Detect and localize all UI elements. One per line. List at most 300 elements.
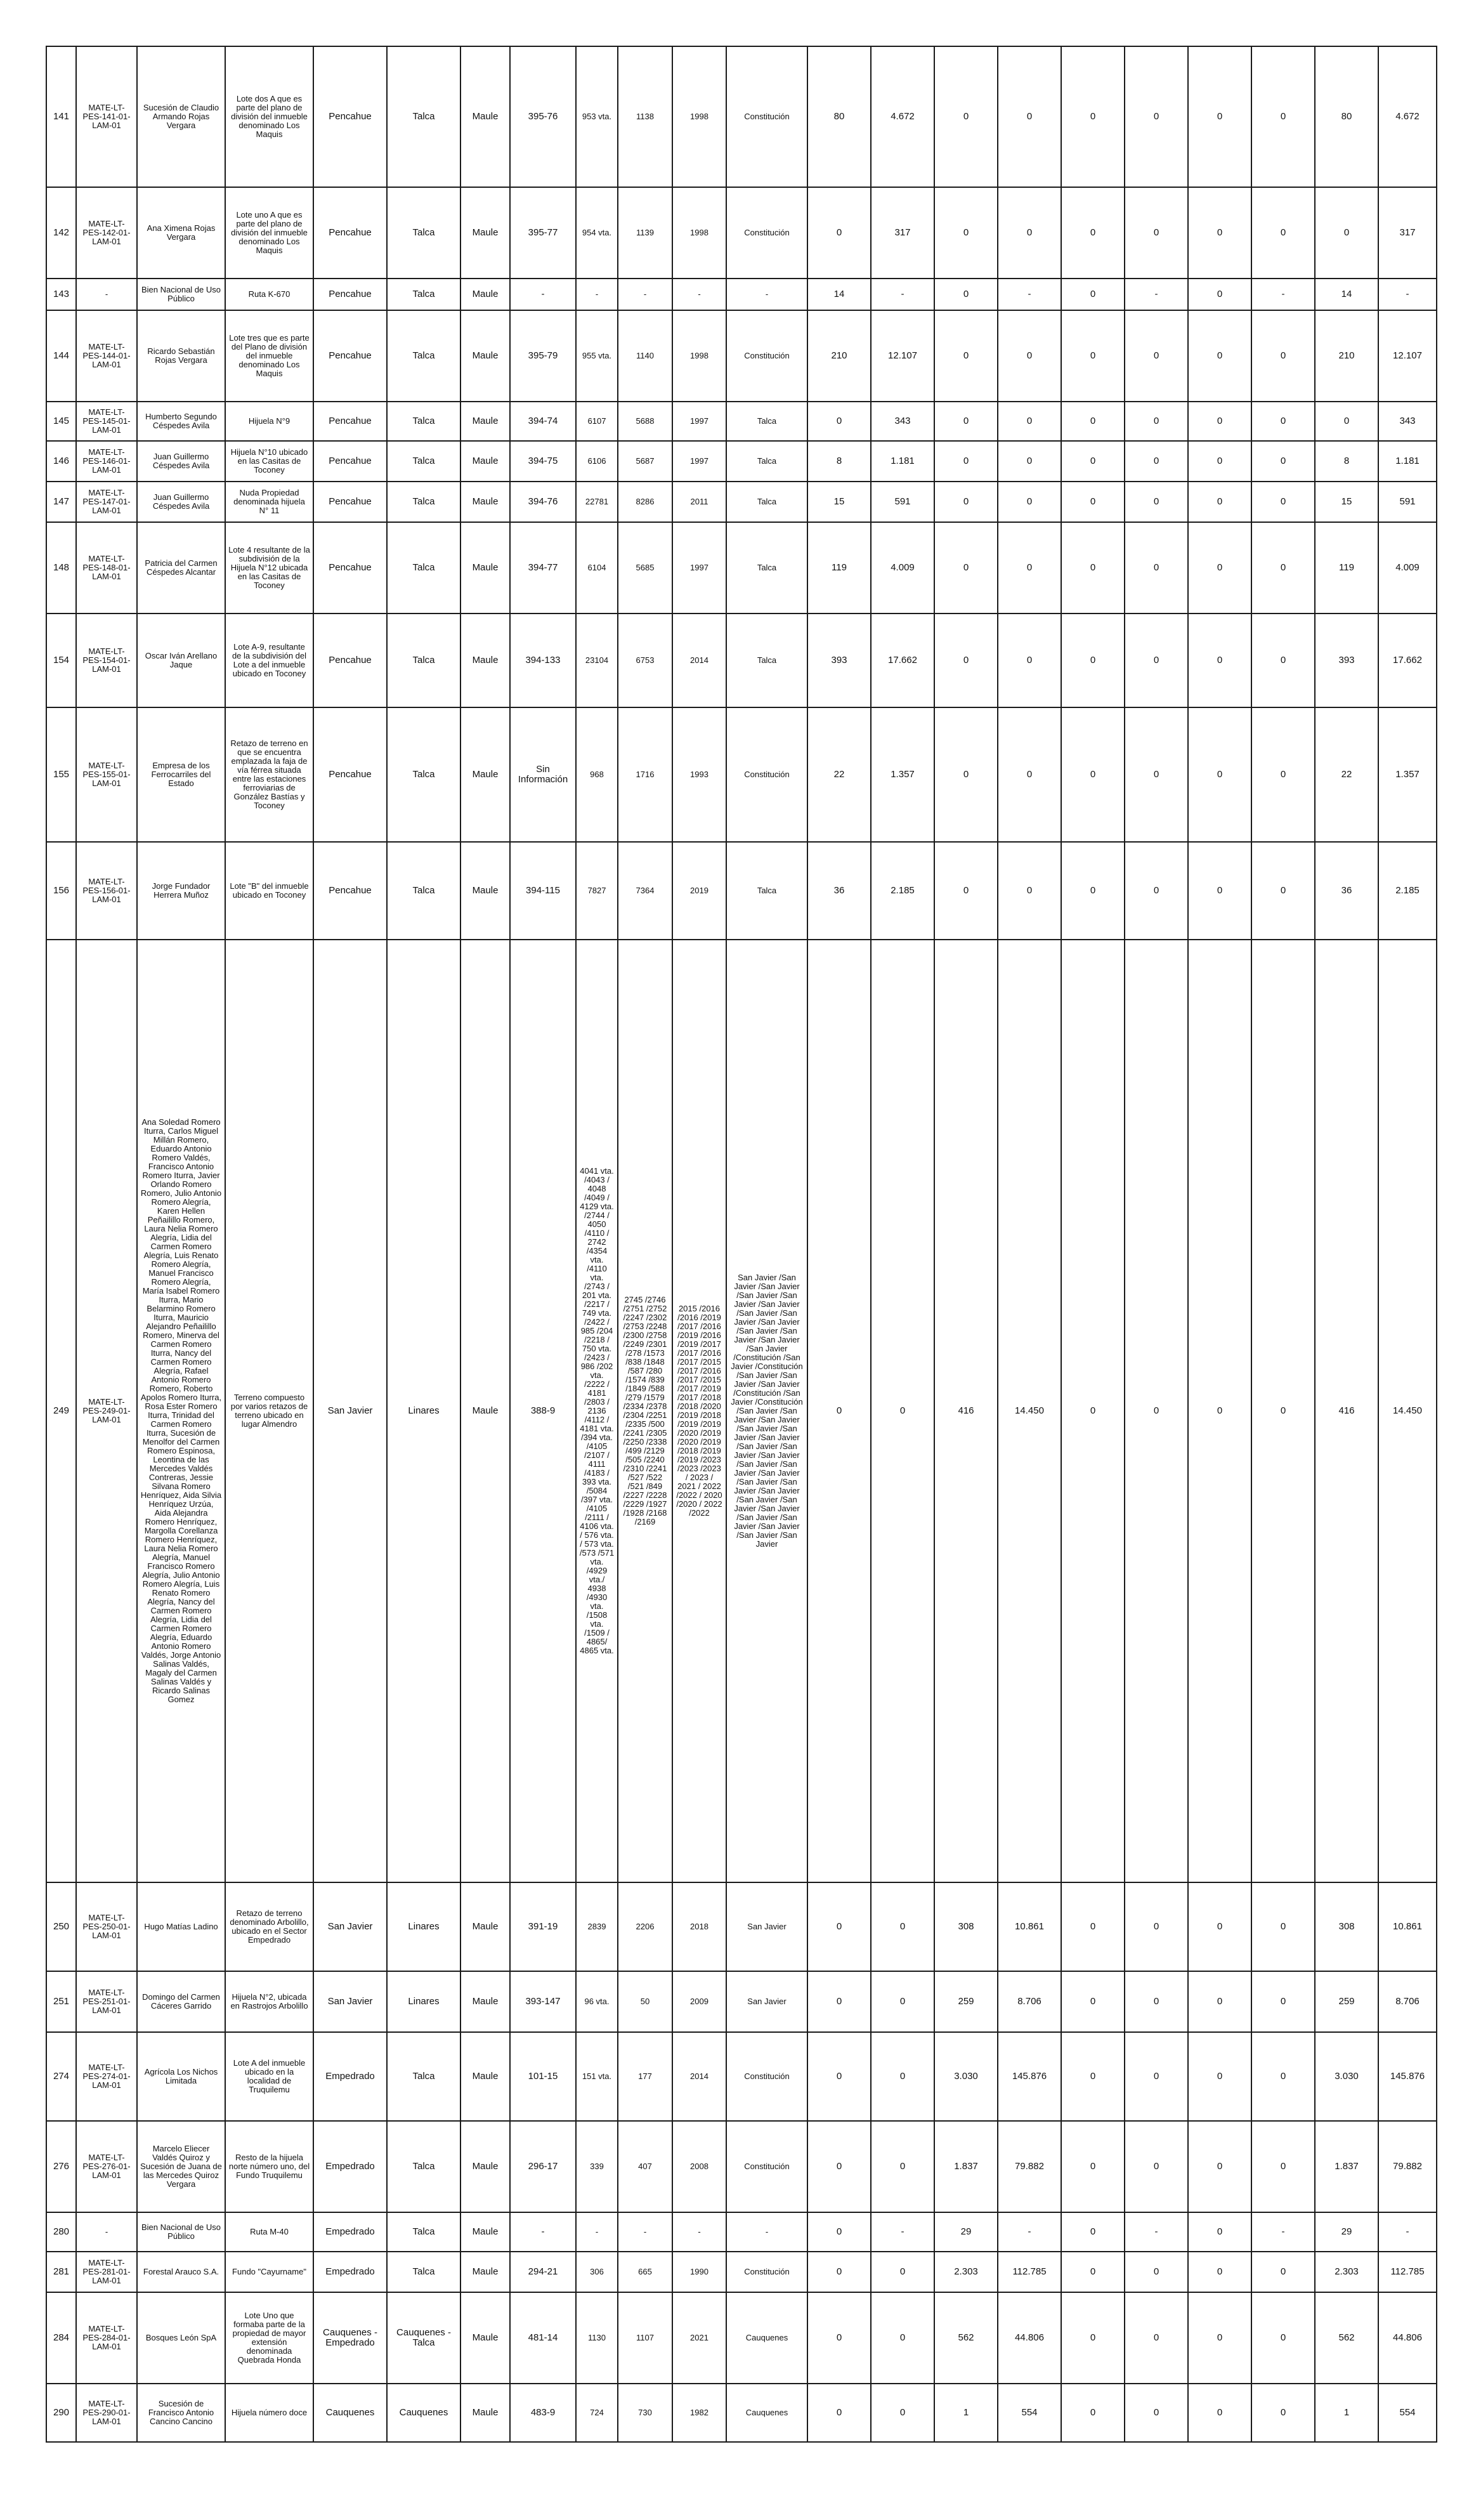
row-number: 251 (46, 1971, 76, 2032)
owner-name: Juan Guillermo Céspedes Avila (137, 441, 225, 482)
table-row (46, 441, 1437, 482)
value-cell-9: 8 (1315, 441, 1378, 482)
value-cell-4: 0 (998, 482, 1061, 522)
region-cell: Maule (460, 279, 510, 310)
sector-cell: San Javier (313, 1882, 387, 1971)
value-cell-10: 4.009 (1378, 522, 1437, 614)
value-cell-8: 0 (1251, 940, 1315, 1882)
value-cell-3: 0 (934, 707, 998, 842)
value-cell-2: 4.009 (871, 522, 934, 614)
comuna-cell: Cauquenes - Talca (387, 2292, 460, 2384)
value-cell-1: 119 (807, 522, 871, 614)
rol-cell: 394-75 (510, 441, 576, 482)
value-cell-8: 0 (1251, 2292, 1315, 2384)
rol-cell: 388-9 (510, 940, 576, 1882)
sector-cell: Empedrado (313, 2032, 387, 2121)
owner-name: Marcelo Eliecer Valdés Quiroz y Sucesión de Juana de las Mercedes Quiroz Vergara (137, 2121, 225, 2212)
region-cell: Maule (460, 46, 510, 187)
sector-cell: Pencahue (313, 441, 387, 482)
value-cell-10: 554 (1378, 2384, 1437, 2442)
registry-cell: Constitución (726, 707, 807, 842)
inscription-number-cell: 50 (618, 1971, 672, 2032)
value-cell-4: 145.876 (998, 2032, 1061, 2121)
comuna-cell: Linares (387, 1971, 460, 2032)
value-cell-5: 0 (1061, 441, 1125, 482)
inscription-number-cell: 6753 (618, 614, 672, 707)
value-cell-3: 0 (934, 402, 998, 441)
rol-cell: 296-17 (510, 2121, 576, 2212)
row-number: 141 (46, 46, 76, 187)
value-cell-1: 0 (807, 2032, 871, 2121)
property-description: Nuda Propiedad denominada hijuela N° 11 (225, 482, 313, 522)
value-cell-6: - (1125, 279, 1188, 310)
value-cell-10: - (1378, 2212, 1437, 2252)
value-cell-6: 0 (1125, 940, 1188, 1882)
value-cell-5: 0 (1061, 2252, 1125, 2292)
value-cell-1: 22 (807, 707, 871, 842)
value-cell-9: 36 (1315, 842, 1378, 940)
property-description: Lote A del inmueble ubicado en la localidad de Truquilemu (225, 2032, 313, 2121)
year-cell: 1998 (672, 187, 726, 279)
value-cell-1: 15 (807, 482, 871, 522)
property-description: Resto de la hijuela norte número uno, del Fundo Truquilemu (225, 2121, 313, 2212)
property-code: MATE-LT-PES-145-01-LAM-01 (76, 402, 137, 441)
inscription-number-cell: 1716 (618, 707, 672, 842)
value-cell-6: 0 (1125, 187, 1188, 279)
value-cell-7: 0 (1188, 2032, 1251, 2121)
rol-cell: - (510, 279, 576, 310)
value-cell-1: 0 (807, 187, 871, 279)
row-number: 145 (46, 402, 76, 441)
property-code: MATE-LT-PES-276-01-LAM-01 (76, 2121, 137, 2212)
value-cell-4: 10.861 (998, 1882, 1061, 1971)
region-cell: Maule (460, 2292, 510, 2384)
value-cell-7: 0 (1188, 187, 1251, 279)
property-code: MATE-LT-PES-154-01-LAM-01 (76, 614, 137, 707)
owner-name: Bosques León SpA (137, 2292, 225, 2384)
value-cell-5: 0 (1061, 2292, 1125, 2384)
value-cell-7: 0 (1188, 1971, 1251, 2032)
region-cell: Maule (460, 2252, 510, 2292)
value-cell-4: 0 (998, 402, 1061, 441)
inscription-number-cell: 1139 (618, 187, 672, 279)
value-cell-4: 0 (998, 842, 1061, 940)
value-cell-9: 2.303 (1315, 2252, 1378, 2292)
fojas-cell: 151 vta. (576, 2032, 618, 2121)
value-cell-9: 15 (1315, 482, 1378, 522)
value-cell-9: 14 (1315, 279, 1378, 310)
inscription-number-cell: 5688 (618, 402, 672, 441)
value-cell-6: 0 (1125, 441, 1188, 482)
year-cell: 2015 /2016 /2016 /2019 /2017 /2016 /2019 /2016 /2019 /2017 /2017 /2016 /2017 /2015 /2017 /2016 /2017 /2015 /2017 /2019 /2017 /2018 /2018 /2020 /2019 /2018 /2019 /2019 /2020 /2019 /2020 /2019 /2018 /2019 /2019 /2023 /2023 /2023 / 2023 / 2021 / 2022 /2022 / 2020 /2020 / 2022 /2022 (672, 940, 726, 1882)
value-cell-1: 14 (807, 279, 871, 310)
sector-cell: Cauquenes - Empedrado (313, 2292, 387, 2384)
region-cell: Maule (460, 482, 510, 522)
value-cell-1: 8 (807, 441, 871, 482)
value-cell-5: 0 (1061, 940, 1125, 1882)
inscription-number-cell: 1140 (618, 310, 672, 402)
value-cell-2: 1.181 (871, 441, 934, 482)
sector-cell: Pencahue (313, 279, 387, 310)
value-cell-3: 1 (934, 2384, 998, 2442)
region-cell: Maule (460, 2212, 510, 2252)
value-cell-9: 308 (1315, 1882, 1378, 1971)
value-cell-1: 0 (807, 940, 871, 1882)
value-cell-2: 0 (871, 2121, 934, 2212)
fojas-cell: 968 (576, 707, 618, 842)
registry-cell: Talca (726, 842, 807, 940)
value-cell-2: 4.672 (871, 46, 934, 187)
value-cell-7: 0 (1188, 940, 1251, 1882)
owner-name: Ana Soledad Romero Iturra, Carlos Miguel Millán Romero, Eduardo Antonio Romero Valdés, Francisco Antonio Romero Iturra, Javier Orlando Romero Romero, Julio Antonio Romero Alegría, Karen Hellen Peñailillo Romero, Laura Nelia Romero Alegría, Lidia del Carmen Romero Alegría, Luis Renato Romero Alegría, Manuel Francisco Romero Alegría, María Isabel Romero Iturra, Mario Belarmino Romero Iturra, Mauricio Alejandro Peñailillo Romero, Minerva del Carmen Romero Iturra, Nancy del Carmen Romero Alegría, Rafael Antonio Romero Romero, Roberto Apolos Romero Iturra, Rosa Ester Romero Iturra, Trinidad del Carmen Romero Iturra, Sucesión de Menolfor del Carmen Romero Espinosa, Leontina de las Mercedes Valdés Contreras, Jessie Silvana Romero Henríquez, Aida Silvia Henríquez Urzúa, Aida Alejandra Romero Henríquez, Margolla Corellanza Romero Henríquez, Laura Nelia Romero Alegría, Manuel Francisco Romero Alegría, Julio Antonio Romero Alegría, Luis Renato Romero Alegría, Nancy del Carmen Romero Alegría, Lidia del Carmen Romero Alegría, Eduardo Antonio Romero Valdés, Jorge Antonio Salinas Valdés, Magaly del Carmen Salinas Valdés y Ricardo Salinas Gomez (137, 940, 225, 1882)
value-cell-6: 0 (1125, 2121, 1188, 2212)
value-cell-10: 2.185 (1378, 842, 1437, 940)
value-cell-2: 0 (871, 1882, 934, 1971)
registry-cell: Talca (726, 522, 807, 614)
table-row (46, 279, 1437, 310)
property-code: MATE-LT-PES-156-01-LAM-01 (76, 842, 137, 940)
row-number: 147 (46, 482, 76, 522)
value-cell-10: 112.785 (1378, 2252, 1437, 2292)
comuna-cell: Talca (387, 2212, 460, 2252)
value-cell-1: 0 (807, 2121, 871, 2212)
year-cell: 1982 (672, 2384, 726, 2442)
value-cell-8: 0 (1251, 522, 1315, 614)
value-cell-10: 343 (1378, 402, 1437, 441)
property-code: MATE-LT-PES-148-01-LAM-01 (76, 522, 137, 614)
sector-cell: Empedrado (313, 2212, 387, 2252)
registry-cell: Constitución (726, 2032, 807, 2121)
fojas-cell: - (576, 279, 618, 310)
property-code: MATE-LT-PES-146-01-LAM-01 (76, 441, 137, 482)
year-cell: 2019 (672, 842, 726, 940)
row-number: 143 (46, 279, 76, 310)
fojas-cell: 6106 (576, 441, 618, 482)
table-row (46, 46, 1437, 187)
comuna-cell: Talca (387, 614, 460, 707)
value-cell-10: 4.672 (1378, 46, 1437, 187)
row-number: 146 (46, 441, 76, 482)
fojas-cell: 6107 (576, 402, 618, 441)
rol-cell: 391-19 (510, 1882, 576, 1971)
value-cell-8: 0 (1251, 402, 1315, 441)
value-cell-7: 0 (1188, 707, 1251, 842)
row-number: 144 (46, 310, 76, 402)
value-cell-3: 416 (934, 940, 998, 1882)
value-cell-4: - (998, 279, 1061, 310)
fojas-cell: - (576, 2212, 618, 2252)
comuna-cell: Cauquenes (387, 2384, 460, 2442)
owner-name: Agrícola Los Nichos Limitada (137, 2032, 225, 2121)
value-cell-9: 562 (1315, 2292, 1378, 2384)
fojas-cell: 955 vta. (576, 310, 618, 402)
value-cell-8: 0 (1251, 2252, 1315, 2292)
registry-cell: Cauquenes (726, 2384, 807, 2442)
comuna-cell: Talca (387, 707, 460, 842)
owner-name: Empresa de los Ferrocarriles del Estado (137, 707, 225, 842)
fojas-cell: 953 vta. (576, 46, 618, 187)
value-cell-6: 0 (1125, 1971, 1188, 2032)
value-cell-8: - (1251, 2212, 1315, 2252)
value-cell-1: 0 (807, 1882, 871, 1971)
region-cell: Maule (460, 707, 510, 842)
value-cell-10: 1.357 (1378, 707, 1437, 842)
table-row (46, 522, 1437, 614)
document-page (46, 46, 1436, 2443)
table-row (46, 842, 1437, 940)
value-cell-2: - (871, 279, 934, 310)
value-cell-8: 0 (1251, 707, 1315, 842)
comuna-cell: Talca (387, 482, 460, 522)
value-cell-3: 3.030 (934, 2032, 998, 2121)
value-cell-7: 0 (1188, 441, 1251, 482)
inscription-number-cell: 5687 (618, 441, 672, 482)
region-cell: Maule (460, 1971, 510, 2032)
year-cell: 2021 (672, 2292, 726, 2384)
value-cell-10: 1.181 (1378, 441, 1437, 482)
value-cell-6: 0 (1125, 2384, 1188, 2442)
region-cell: Maule (460, 1882, 510, 1971)
value-cell-5: 0 (1061, 707, 1125, 842)
property-description: Hijuela N°10 ubicado en las Casitas de Toconey (225, 441, 313, 482)
property-code: MATE-LT-PES-249-01-LAM-01 (76, 940, 137, 1882)
rol-cell: 395-79 (510, 310, 576, 402)
value-cell-7: 0 (1188, 279, 1251, 310)
owner-name: Patricia del Carmen Céspedes Alcantar (137, 522, 225, 614)
value-cell-6: 0 (1125, 2032, 1188, 2121)
owner-name: Humberto Segundo Céspedes Avila (137, 402, 225, 441)
property-code: - (76, 2212, 137, 2252)
value-cell-1: 0 (807, 2292, 871, 2384)
property-code: MATE-LT-PES-155-01-LAM-01 (76, 707, 137, 842)
value-cell-9: 0 (1315, 402, 1378, 441)
property-code: MATE-LT-PES-250-01-LAM-01 (76, 1882, 137, 1971)
value-cell-6: 0 (1125, 614, 1188, 707)
rol-cell: 394-133 (510, 614, 576, 707)
rol-cell: 394-76 (510, 482, 576, 522)
registry-cell: - (726, 2212, 807, 2252)
value-cell-8: 0 (1251, 2121, 1315, 2212)
sector-cell: Pencahue (313, 614, 387, 707)
value-cell-1: 0 (807, 402, 871, 441)
value-cell-4: 0 (998, 441, 1061, 482)
inscription-number-cell: 665 (618, 2252, 672, 2292)
owner-name: Juan Guillermo Céspedes Avila (137, 482, 225, 522)
comuna-cell: Talca (387, 522, 460, 614)
property-description: Hijuela N°2, ubicada en Rastrojos Arbolillo (225, 1971, 313, 2032)
inscription-number-cell: - (618, 2212, 672, 2252)
rol-cell: 393-147 (510, 1971, 576, 2032)
comuna-cell: Linares (387, 940, 460, 1882)
value-cell-10: 79.882 (1378, 2121, 1437, 2212)
value-cell-10: 591 (1378, 482, 1437, 522)
registry-cell: Talca (726, 402, 807, 441)
value-cell-6: 0 (1125, 842, 1188, 940)
value-cell-4: 14.450 (998, 940, 1061, 1882)
value-cell-5: 0 (1061, 46, 1125, 187)
value-cell-6: 0 (1125, 482, 1188, 522)
value-cell-8: 0 (1251, 441, 1315, 482)
owner-name: Hugo Matías Ladino (137, 1882, 225, 1971)
fojas-cell: 2839 (576, 1882, 618, 1971)
rol-cell: 395-76 (510, 46, 576, 187)
value-cell-3: 308 (934, 1882, 998, 1971)
value-cell-6: 0 (1125, 402, 1188, 441)
row-number: 156 (46, 842, 76, 940)
row-number: 276 (46, 2121, 76, 2212)
registry-cell: Talca (726, 614, 807, 707)
value-cell-6: 0 (1125, 522, 1188, 614)
value-cell-7: 0 (1188, 2252, 1251, 2292)
property-code: MATE-LT-PES-251-01-LAM-01 (76, 1971, 137, 2032)
value-cell-7: 0 (1188, 482, 1251, 522)
property-description: Lote dos A que es parte del plano de división del inmueble denominado Los Maquis (225, 46, 313, 187)
sector-cell: Empedrado (313, 2252, 387, 2292)
value-cell-3: 1.837 (934, 2121, 998, 2212)
value-cell-5: 0 (1061, 2384, 1125, 2442)
value-cell-8: 0 (1251, 842, 1315, 940)
fojas-cell: 7827 (576, 842, 618, 940)
row-number: 274 (46, 2032, 76, 2121)
inscription-number-cell: 1138 (618, 46, 672, 187)
fojas-cell: 96 vta. (576, 1971, 618, 2032)
fojas-cell: 306 (576, 2252, 618, 2292)
value-cell-8: 0 (1251, 482, 1315, 522)
value-cell-6: - (1125, 2212, 1188, 2252)
value-cell-9: 29 (1315, 2212, 1378, 2252)
value-cell-9: 80 (1315, 46, 1378, 187)
value-cell-7: 0 (1188, 842, 1251, 940)
property-code: MATE-LT-PES-142-01-LAM-01 (76, 187, 137, 279)
value-cell-5: 0 (1061, 279, 1125, 310)
value-cell-1: 0 (807, 2384, 871, 2442)
registry-cell: San Javier /San Javier /San Javier /San Javier /San Javier /San Javier /San Javier /San Javier /San Javier /San Javier /San Javier /San Javier /San Javier /Constitución /San Javier /Constitución /San Javier /San Javier /San Javier /Constitución /San Javier /Constitución /San Javier /San Javier /San Javier /San Javier /San Javier /San Javier /San Javier /San Javier /San Javier /San Javier /San Javier /San Javier /San Javier /San Javier /San Javier /San Javier /San Javier /San Javier /San Javier /San Javier /San Javier /San Javier /San Javier (726, 940, 807, 1882)
region-cell: Maule (460, 2121, 510, 2212)
rol-cell: 394-74 (510, 402, 576, 441)
registry-cell: Talca (726, 482, 807, 522)
value-cell-2: - (871, 2212, 934, 2252)
owner-name: Bien Nacional de Uso Público (137, 2212, 225, 2252)
region-cell: Maule (460, 441, 510, 482)
table-row (46, 2252, 1437, 2292)
value-cell-6: 0 (1125, 310, 1188, 402)
property-description: Terreno compuesto por varios retazos de terreno ubicado en lugar Almendro (225, 940, 313, 1882)
property-description: Hijuela N°9 (225, 402, 313, 441)
value-cell-3: 0 (934, 310, 998, 402)
comuna-cell: Talca (387, 187, 460, 279)
inscription-number-cell: 5685 (618, 522, 672, 614)
value-cell-3: 0 (934, 522, 998, 614)
rol-cell: 394-115 (510, 842, 576, 940)
value-cell-1: 210 (807, 310, 871, 402)
owner-name: Domingo del Carmen Cáceres Garrido (137, 1971, 225, 2032)
registry-cell: Constitución (726, 2252, 807, 2292)
row-number: 281 (46, 2252, 76, 2292)
value-cell-2: 0 (871, 2252, 934, 2292)
table-row (46, 707, 1437, 842)
sector-cell: Pencahue (313, 187, 387, 279)
table-row (46, 1882, 1437, 1971)
year-cell: 2009 (672, 1971, 726, 2032)
value-cell-2: 0 (871, 2384, 934, 2442)
region-cell: Maule (460, 2032, 510, 2121)
rol-cell: - (510, 2212, 576, 2252)
year-cell: 2008 (672, 2121, 726, 2212)
table-row (46, 482, 1437, 522)
comuna-cell: Talca (387, 46, 460, 187)
value-cell-5: 0 (1061, 402, 1125, 441)
table-row (46, 187, 1437, 279)
registry-cell: Constitución (726, 310, 807, 402)
value-cell-3: 29 (934, 2212, 998, 2252)
value-cell-2: 0 (871, 1971, 934, 2032)
value-cell-2: 12.107 (871, 310, 934, 402)
value-cell-6: 0 (1125, 1882, 1188, 1971)
value-cell-3: 0 (934, 187, 998, 279)
row-number: 154 (46, 614, 76, 707)
value-cell-3: 0 (934, 482, 998, 522)
value-cell-3: 0 (934, 842, 998, 940)
value-cell-4: 0 (998, 614, 1061, 707)
property-description: Hijuela número doce (225, 2384, 313, 2442)
property-description: Lote 4 resultante de la subdivisión de la Hijuela N°12 ubicada en las Casitas de Toconey (225, 522, 313, 614)
property-code: MATE-LT-PES-290-01-LAM-01 (76, 2384, 137, 2442)
value-cell-8: - (1251, 279, 1315, 310)
inscription-number-cell: - (618, 279, 672, 310)
owner-name: Jorge Fundador Herrera Muñoz (137, 842, 225, 940)
value-cell-4: 79.882 (998, 2121, 1061, 2212)
table-row (46, 310, 1437, 402)
sector-cell: Empedrado (313, 2121, 387, 2212)
sector-cell: Pencahue (313, 842, 387, 940)
registry-cell: Constitución (726, 2121, 807, 2212)
property-code: MATE-LT-PES-147-01-LAM-01 (76, 482, 137, 522)
value-cell-1: 0 (807, 2212, 871, 2252)
value-cell-2: 0 (871, 940, 934, 1882)
row-number: 142 (46, 187, 76, 279)
value-cell-9: 22 (1315, 707, 1378, 842)
property-description: Lote uno A que es parte del plano de división del inmueble denominado Los Maquis (225, 187, 313, 279)
row-number: 250 (46, 1882, 76, 1971)
value-cell-6: 0 (1125, 707, 1188, 842)
registry-cell: Constitución (726, 46, 807, 187)
fojas-cell: 724 (576, 2384, 618, 2442)
owner-name: Bien Nacional de Uso Público (137, 279, 225, 310)
fojas-cell: 1130 (576, 2292, 618, 2384)
sector-cell: Pencahue (313, 46, 387, 187)
value-cell-8: 0 (1251, 2384, 1315, 2442)
sector-cell: Cauquenes (313, 2384, 387, 2442)
value-cell-3: 259 (934, 1971, 998, 2032)
rol-cell: 394-77 (510, 522, 576, 614)
value-cell-5: 0 (1061, 614, 1125, 707)
registry-cell: Cauquenes (726, 2292, 807, 2384)
owner-name: Sucesión de Francisco Antonio Cancino Cancino (137, 2384, 225, 2442)
owner-name: Ana Ximena Rojas Vergara (137, 187, 225, 279)
region-cell: Maule (460, 522, 510, 614)
value-cell-3: 2.303 (934, 2252, 998, 2292)
value-cell-10: 8.706 (1378, 1971, 1437, 2032)
value-cell-10: 14.450 (1378, 940, 1437, 1882)
year-cell: 1998 (672, 310, 726, 402)
value-cell-4: 0 (998, 187, 1061, 279)
property-table (46, 46, 1437, 2443)
property-code: - (76, 279, 137, 310)
row-number: 249 (46, 940, 76, 1882)
value-cell-7: 0 (1188, 522, 1251, 614)
value-cell-3: 0 (934, 46, 998, 187)
value-cell-9: 416 (1315, 940, 1378, 1882)
